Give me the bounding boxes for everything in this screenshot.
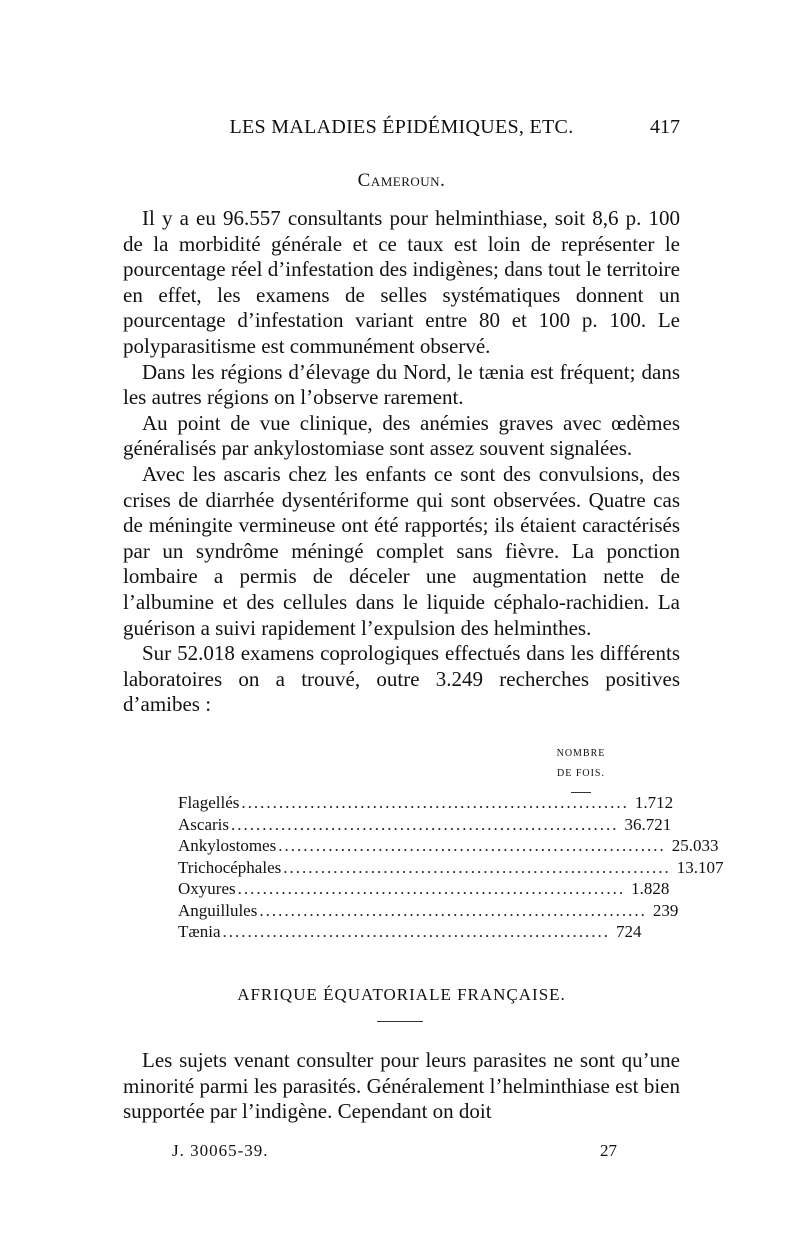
table-row [178,857,724,880]
dot-leader: .............................................................. [230,814,619,834]
paragraph: Au point de vue clinique, des anémies graves avec œdèmes généralisés par ankylostomiase sont assez souvent signalées. [123,410,680,461]
column-header-line1: NOMBRE [556,748,606,759]
sheet-number: 27 [600,1141,617,1160]
dot-leader: .............................................................. [283,857,671,877]
section-rule [377,1021,423,1022]
row-label: Trichocéphales [178,857,282,877]
page-number: 417 [650,116,680,138]
row-label: Flagellés [178,793,240,812]
row-label: Ankylostomes [178,836,277,855]
table-row [178,793,674,815]
paragraph: Les sujets venant consulter pour leurs parasites ne sont qu’une minorité parmi les parasités. Généralement l’helminthiase est bien supportée par l’indigène. Cependant on doit [123,1048,680,1124]
table-row [178,879,670,901]
row-value: 36.721 [624,814,672,834]
table-row [178,900,679,923]
row-value: 25.033 [671,836,719,855]
row-value: 1.712 [634,793,674,812]
row-value: 13.107 [676,857,724,877]
row-label: Anguillules [178,900,258,920]
paragraph: Il y a eu 96.557 consultants pour helminthiase, soit 8,6 p. 100 de la morbidité générale et ce taux est loin de représenter le pourcentage réel d’infestation des indigènes; dans tout le territoire en effet, les examens de selles systématiques donnent un pourcentage d’infestation variant entre 80 et 100 p. 100. Le polyparasitisme est communément observé. [123,206,680,358]
dot-leader: .............................................................. [278,836,666,855]
dot-leader: .............................................................. [241,793,629,812]
dot-leader: .............................................................. [222,922,610,941]
table-rows [178,793,724,944]
row-value: 1.828 [631,879,670,898]
column-header-line2: DE FOIS. [556,768,605,779]
row-label: Ascaris [178,814,229,834]
printer-signature: J. 30065-39. [172,1141,269,1160]
row-value: 239 [652,900,679,920]
row-label: Oxyures [178,879,236,898]
paragraph: Dans les régions d’élevage du Nord, le tænia est fréquent; dans les autres régions on l’observe rarement. [123,359,680,410]
running-head [123,116,680,146]
table-row [178,922,642,944]
body-text [123,206,680,718]
column-header [536,744,626,793]
row-value: 724 [616,922,642,941]
body-text-aef [123,1048,680,1125]
section-title-cameroun: Cameroun. [357,170,446,191]
row-label: Tænia [178,922,221,941]
dot-leader: .............................................................. [259,900,647,920]
table-row [178,814,672,837]
section-title-aef: AFRIQUE ÉQUATORIALE FRANÇAISE. [237,985,566,1004]
dot-leader: .............................................................. [237,879,626,898]
table-row [178,836,719,858]
paragraph: Sur 52.018 examens coprologiques effectués dans les différents laboratoires on a trouvé, outre 3.249 recherches positives d’amibes : [123,641,680,717]
running-title: LES MALADIES ÉPIDÉMIQUES, ETC. [229,116,574,138]
paragraph: Avec les ascaris chez les enfants ce sont des convulsions, des crises de diarrhée dysentériforme qui sont observées. Quatre cas de méningite vermineuse ont été rapportés; ils étaient caractérisés par un syndrôme méningé complet sans fièvre. La ponction lombaire a permis de déceler une augmentation nette de l’albumine et des cellules dans le liquide céphalo-rachidien. La guérison a suivi rapidement l’expulsion des helminthes. [123,461,680,640]
